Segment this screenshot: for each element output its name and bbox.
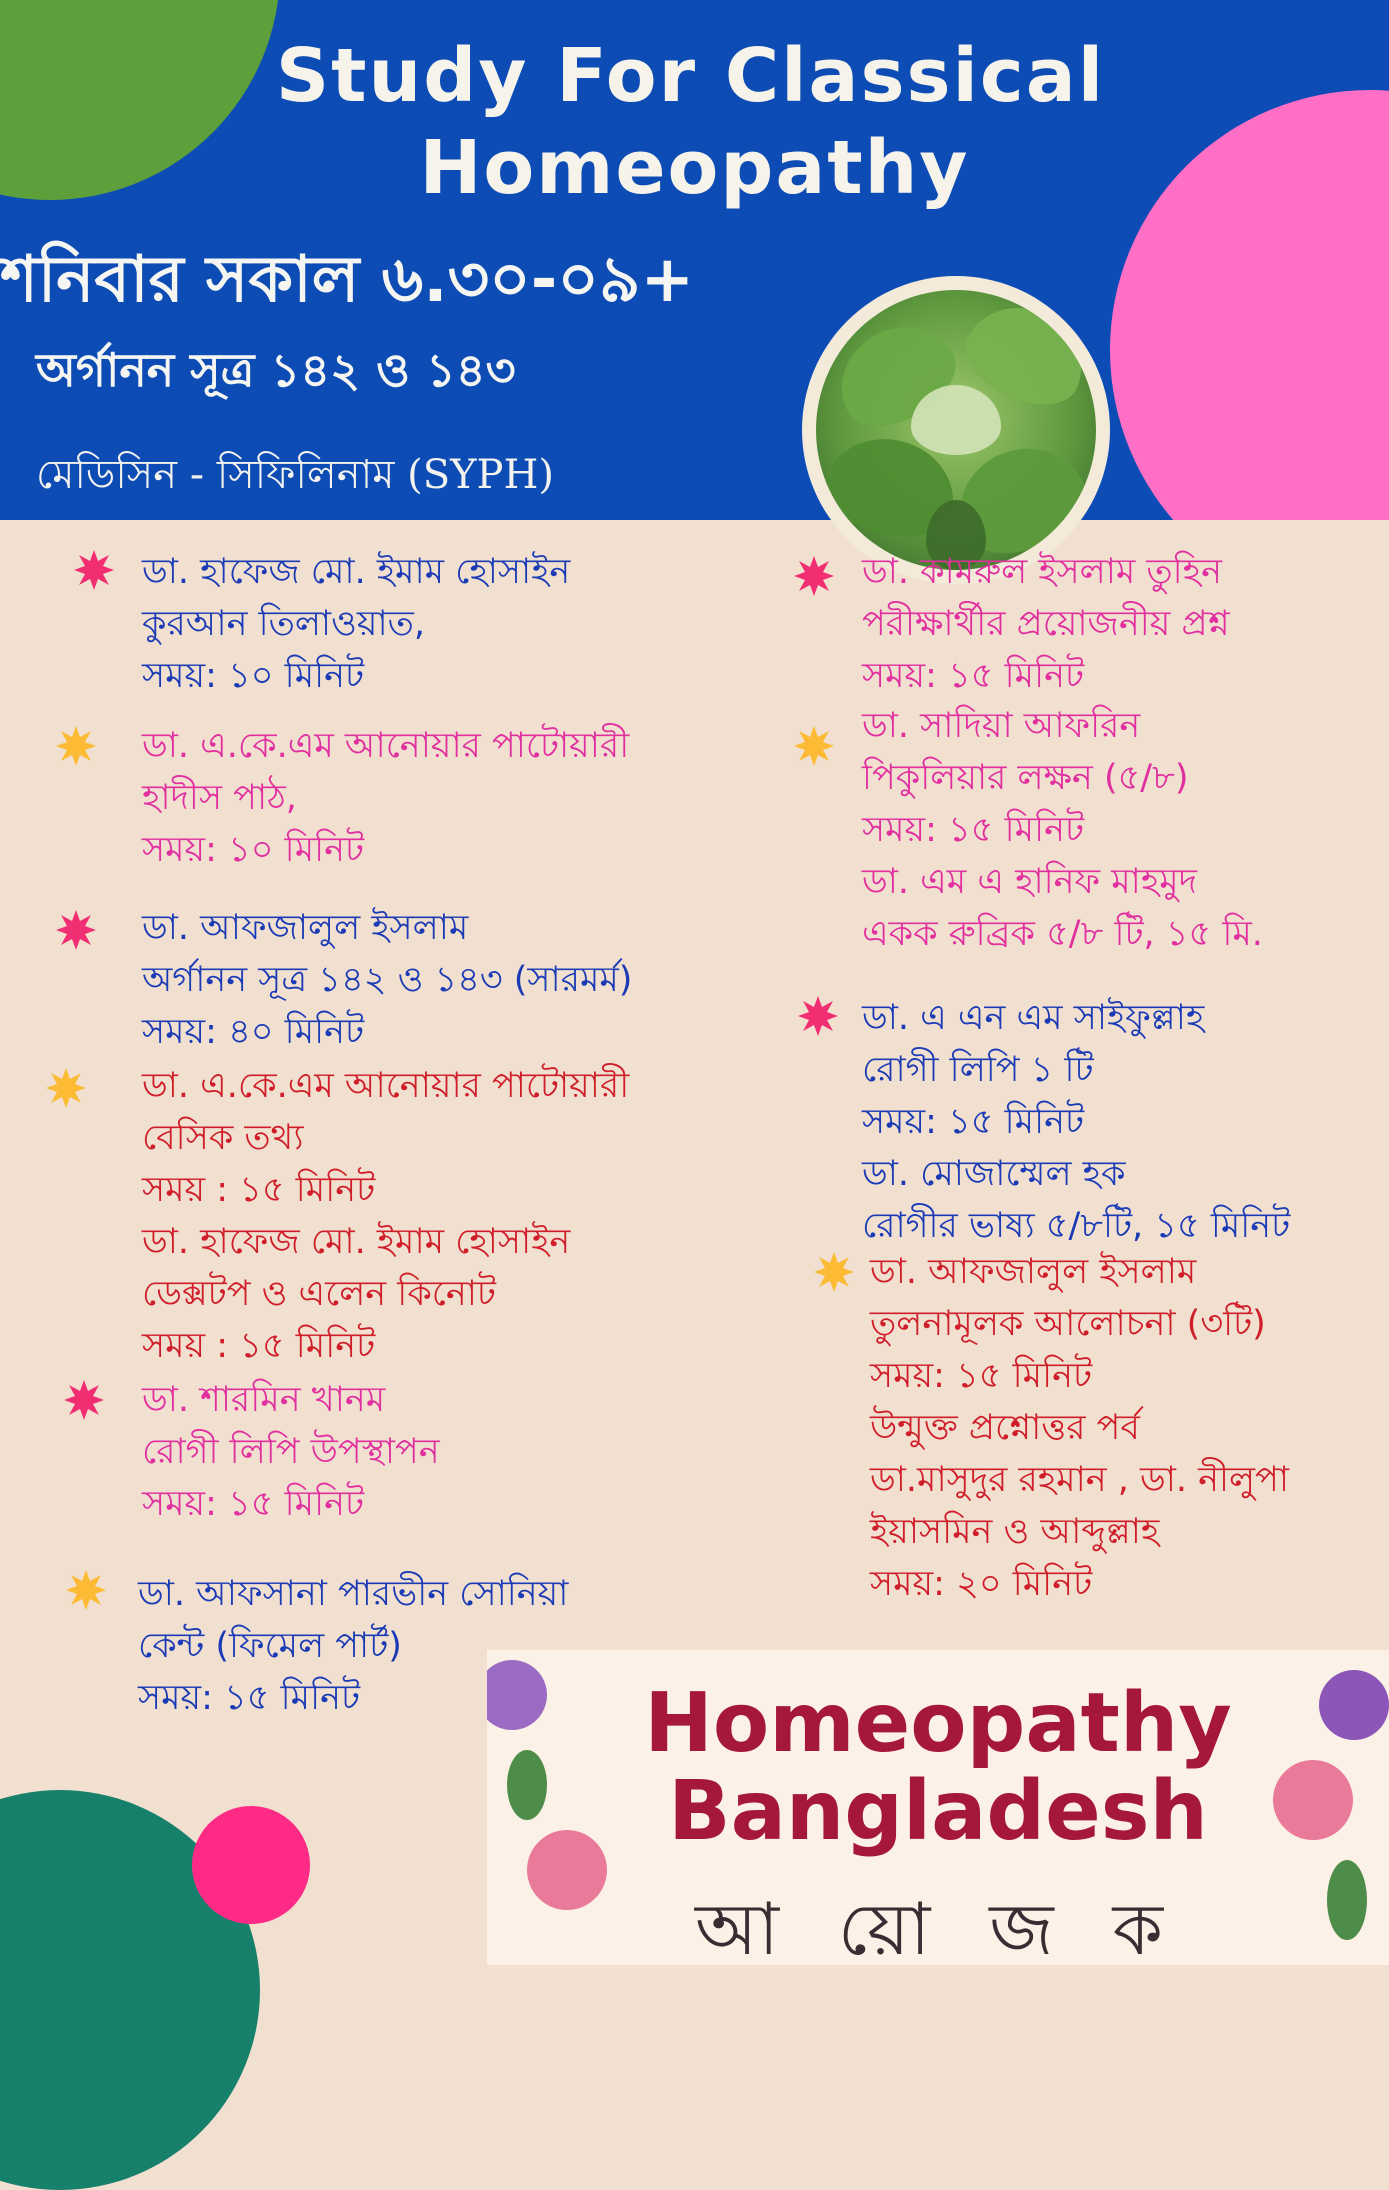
- session-topic: হাদীস পাঠ,: [142, 778, 297, 818]
- session-duration: সময়: ১৫ মিনিট: [138, 1678, 361, 1718]
- schedule-item-quran: [142, 546, 570, 702]
- organizer-banner: [487, 1650, 1389, 1965]
- speaker-name: ডা. সাদিয়া আফরিন: [862, 706, 1141, 746]
- pink-burst-bullet-icon: [56, 910, 96, 950]
- session-topic: পরীক্ষার্থীর প্রয়োজনীয় প্রশ্ন: [862, 604, 1230, 644]
- speaker-name: ডা. এম এ হানিফ মাহমুদ: [862, 862, 1198, 902]
- speaker-name: ডা. মোজাম্মেল হক: [862, 1154, 1126, 1194]
- schedule-item-hadith: [142, 720, 629, 876]
- title-line-1: Study For Classical: [275, 33, 1106, 119]
- medicine-line: [36, 450, 554, 500]
- speaker-name: ডা. হাফেজ মো. ইমাম হোসাইন: [142, 552, 571, 592]
- yellow-burst-bullet-icon: [814, 1252, 854, 1292]
- medicine-code: (SYPH): [407, 452, 554, 498]
- session-topic: কুরআন তিলাওয়াত,: [142, 604, 425, 644]
- speaker-name: ডা. এ.কে.এম আনোয়ার পাটোয়ারী: [142, 1066, 630, 1106]
- session-duration: সময়: ১৫ মিনিট: [862, 656, 1085, 696]
- organizer-name: Homeopathy Bangladesh: [644, 1676, 1232, 1859]
- medicine-name: মেডিসিন - সিফিলিনাম: [36, 452, 395, 498]
- session-topic: উন্মুক্ত প্রশ্নোত্তর পর্ব: [870, 1408, 1140, 1448]
- plant-photo: [816, 290, 1096, 570]
- schedule-item-basic-info: [142, 1060, 629, 1372]
- pink-burst-bullet-icon: [74, 550, 114, 590]
- session-duration: সময়: ১৫ মিনিট: [862, 1102, 1085, 1142]
- session-topic: ডেক্সটপ ও এলেন কিনোট: [142, 1274, 496, 1314]
- pink-burst-bullet-icon: [798, 996, 838, 1036]
- session-duration: সময় : ১৫ মিনিট: [142, 1326, 376, 1366]
- speaker-name: ডা. এ.কে.এম আনোয়ার পাটোয়ারী: [142, 726, 630, 766]
- speaker-name: ইয়াসমিন ও আব্দুল্লাহ: [870, 1512, 1160, 1552]
- speaker-name: ডা. আফজালুল ইসলাম: [142, 908, 469, 948]
- yellow-burst-bullet-icon: [794, 726, 834, 766]
- session-duration: সময় : ১৫ মিনিট: [142, 1170, 376, 1210]
- speaker-name: ডা. এ এন এম সাইফুল্লাহ: [862, 998, 1205, 1038]
- speaker-name: ডা. আফসানা পারভীন সোনিয়া: [138, 1574, 569, 1614]
- session-topic: তুলনামূলক আলোচনা (৩টি): [870, 1304, 1266, 1344]
- pink-burst-bullet-icon: [794, 556, 834, 596]
- header-banner: [0, 0, 1389, 520]
- speaker-name: ডা.মাসুদুর রহমান , ডা. নীলুপা: [870, 1460, 1290, 1500]
- session-duration: সময়: ১০ মিনিট: [142, 830, 365, 870]
- date-time: শনিবার সকাল ৬.৩০-০৯+: [0, 243, 695, 317]
- pink-burst-bullet-icon: [64, 1380, 104, 1420]
- schedule-item-patient-record: [862, 992, 1290, 1252]
- speaker-name: ডা. কামরুল ইসলাম তুহিন: [862, 552, 1222, 592]
- schedule-item-organon: [142, 902, 632, 1058]
- session-topic: অর্গানন সূত্র ১৪২ ও ১৪৩ (সারমর্ম): [142, 960, 633, 1000]
- session-topic: একক রুব্রিক ৫/৮ টি, ১৫ মি.: [862, 914, 1263, 954]
- session-topic: পিকুলিয়ার লক্ষন (৫/৮): [862, 758, 1189, 798]
- session-duration: সময়: ২০ মিনিট: [870, 1564, 1093, 1604]
- schedule-item-case-presentation: [142, 1374, 440, 1530]
- organizer-label: আ য়ো জ ক: [695, 1887, 1181, 1965]
- session-topic: কেন্ট (ফিমেল পার্ট): [138, 1626, 402, 1666]
- session-duration: সময়: ১৫ মিনিট: [862, 810, 1085, 850]
- session-topic: রোগী লিপি ১ টি: [862, 1050, 1094, 1090]
- session-topic: বেসিক তথ্য: [142, 1118, 304, 1158]
- session-topic: রোগীর ভাষ্য ৫/৮টি, ১৫ মিনিট: [862, 1206, 1291, 1246]
- speaker-name: ডা. আফজালুল ইসলাম: [870, 1252, 1197, 1292]
- schedule-item-exam-questions: [862, 546, 1230, 702]
- yellow-burst-bullet-icon: [56, 726, 96, 766]
- session-duration: সময়: ১৫ মিনিট: [870, 1356, 1093, 1396]
- session-duration: সময়: ৪০ মিনিট: [142, 1012, 365, 1052]
- speaker-name: ডা. শারমিন খানম: [142, 1380, 386, 1420]
- session-duration: সময়: ১৫ মিনিট: [142, 1484, 365, 1524]
- title-line-2: Homeopathy: [419, 125, 970, 211]
- poster-title: [0, 30, 1389, 214]
- schedule-item-comparative-discussion: [870, 1246, 1289, 1610]
- yellow-burst-bullet-icon: [46, 1068, 86, 1108]
- schedule-item-peculiar-symptoms: [862, 700, 1263, 960]
- organon-topic: অর্গানন সূত্র ১৪২ ও ১৪৩: [36, 343, 516, 397]
- session-duration: সময়: ১০ মিনিট: [142, 656, 365, 696]
- decorative-pink-circle: [192, 1806, 310, 1924]
- session-topic: রোগী লিপি উপস্থাপন: [142, 1432, 440, 1472]
- yellow-burst-bullet-icon: [66, 1570, 106, 1610]
- speaker-name: ডা. হাফেজ মো. ইমাম হোসাইন: [142, 1222, 571, 1262]
